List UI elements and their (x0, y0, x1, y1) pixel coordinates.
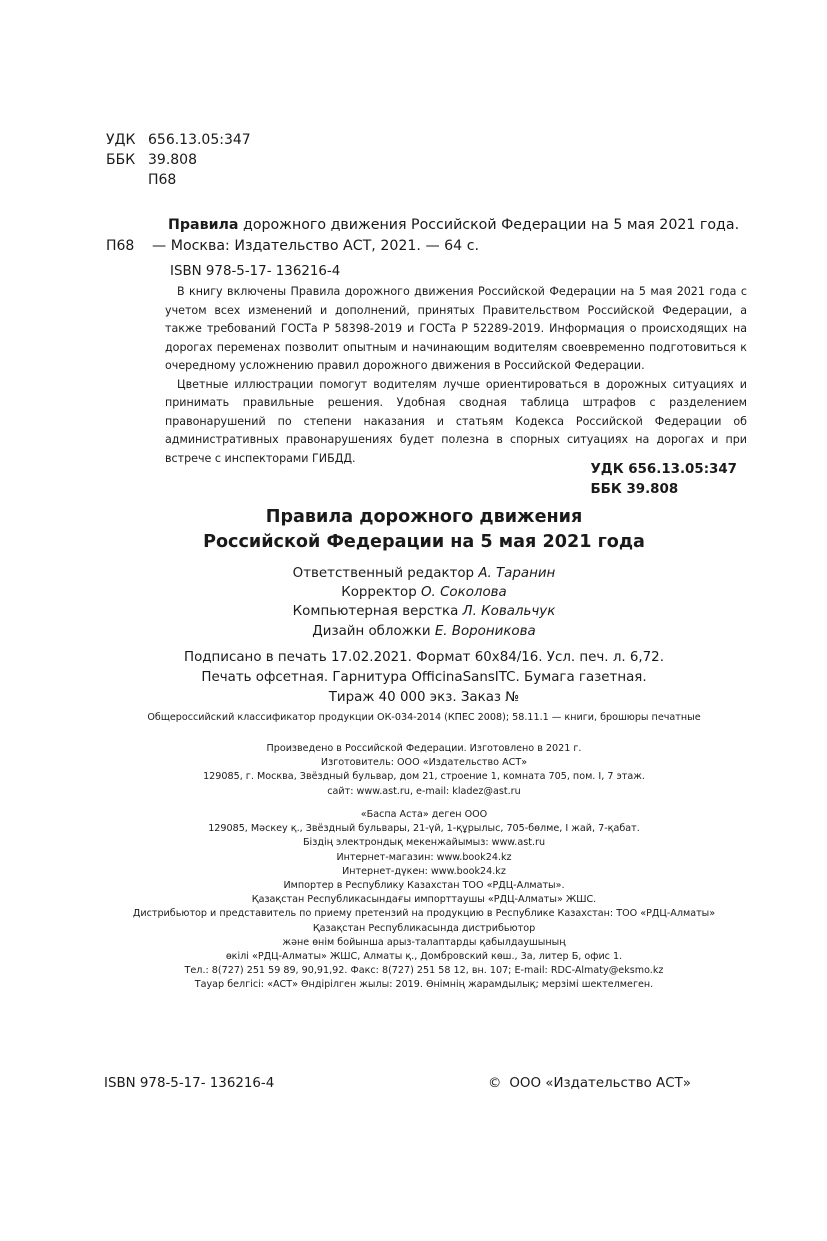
credit-name: Л. Ковальчук (462, 604, 556, 620)
producer-line: Произведено в Российской Федерации. Изготовлено в 2021 г. (266, 743, 582, 754)
isbn-top: ISBN 978-5-17- 136216-4 (170, 264, 341, 279)
producer-line: сайт: www.ast.ru, e-mail: kladez@ast.ru (327, 785, 521, 797)
kz-line: 129085, Мәскеу қ., Звёздный бульвары, 21-үй, 1-құрылыс, 705-бөлме, I жай, 7-қабат. (208, 823, 640, 835)
kz-line: Қазақстан Республикасында дистрибьютор (312, 922, 536, 934)
author-mark: П68 (148, 172, 177, 188)
abstract (165, 283, 747, 468)
classification-codes (106, 130, 251, 190)
copyright-symbol: © (488, 1076, 502, 1091)
kz-line: Біздің электрондық мекенжайымыз: www.ast.ru (302, 837, 546, 849)
udk-row (106, 130, 251, 150)
codes-right (590, 460, 737, 500)
kz-line: Тауар белгісі: «АСТ» Өндірілген жылы: 2019. Өнімнің жарамдылық; мерзімі шектелмеген. (194, 979, 654, 991)
producer-line: Изготовитель: ООО «Издательство АСТ» (320, 757, 528, 769)
credit-name: А. Таранин (478, 566, 556, 581)
kz-line: «Баспа Аста» деген ООО (360, 809, 488, 820)
book-title-line: Правила дорожного движения (265, 507, 583, 527)
print-info-line: Тираж 40 000 экз. Заказ № (328, 690, 520, 705)
credit-line (0, 583, 827, 602)
producer-line: 129085, г. Москва, Звёздный бульвар, дом 21, строение 1, комната 705, пом. I, 7 этаж. (203, 771, 645, 783)
credits (0, 564, 827, 641)
udk-right: УДК 656.13.05:347 (590, 462, 737, 477)
bibliographic-record (152, 215, 747, 257)
producer-info (0, 742, 827, 799)
kz-line: Тел.: 8(727) 251 59 89, 90,91,92. Факс: 8(727) 251 58 12, вн. 107; E-mail: RDC-Almaty@eksmo.kz (184, 965, 664, 977)
kazakhstan-info (0, 808, 827, 993)
biblio-side-mark: П68 (106, 238, 135, 254)
biblio-title-bold: Правила (168, 217, 239, 233)
footer-copyright (488, 1075, 691, 1093)
bbk-value: 39.808 (148, 152, 197, 168)
credit-role: Ответственный редактор (292, 566, 479, 581)
footer-isbn: ISBN 978-5-17- 136216-4 (104, 1076, 275, 1091)
kz-line: өкілі «РДЦ-Алматы» ЖШС, Алматы қ., Домбровский көш., 3а, литер Б, офис 1. (225, 951, 623, 963)
udk-value: 656.13.05:347 (148, 132, 251, 148)
credit-line (0, 602, 827, 621)
print-info (0, 648, 827, 708)
udk-label: УДК (106, 132, 136, 148)
copyright-holder: ООО «Издательство АСТ» (509, 1076, 691, 1091)
kz-line: Дистрибьютор и представитель по приему претензий на продукцию в Республике Казахстан: ТОО «РДЦ-Алматы» (132, 908, 716, 920)
kz-line: Қазақстан Республикасындағы импорттаушы «РДЦ-Алматы» ЖШС. (251, 894, 597, 906)
print-info-line: Печать офсетная. Гарнитура OfficinaSansITC. Бумага газетная. (201, 670, 647, 685)
book-title (0, 505, 827, 555)
kz-line: Импортер в Республику Казахстан ТОО «РДЦ-Алматы». (283, 880, 565, 892)
kz-line: және өнім бойынша арыз-талаптарды қабылдаушының (282, 936, 566, 948)
credit-name: Е. Вороникова (434, 623, 536, 639)
abstract-paragraph: Цветные иллюстрации помогут водителям лучше ориентироваться в дорожных ситуациях и принимать правильные решения. Удобная сводная таблица штрафов с разделением правонарушений по степени наказания и статьям Кодекса Российской Федерации об административных правонарушениях будет полезна в спорных ситуациях на дорогах и при встрече с инспекторами ГИБДД. (165, 377, 747, 465)
bbk-row (106, 150, 251, 170)
credit-role: Корректор (341, 585, 422, 601)
kz-line: Интернет-магазин: www.book24.kz (336, 851, 512, 863)
bbk-label: ББК (106, 152, 136, 168)
abstract-paragraph: В книгу включены Правила дорожного движения Российской Федерации на 5 мая 2021 года с учетом всех изменений и дополнений, принятых Правительством Российской Федерации, а также требований ГОСТа Р 58398-2019 и ГОСТа Р 52289-2019. Информация о происходящих на дорогах переменах позволит опытным и начинающим водителям своевременно подготовиться к очередному усложнению правил дорожного движения в Российской Федерации. (165, 285, 747, 372)
credit-name: О. Соколова (421, 585, 507, 601)
print-info-line: Подписано в печать 17.02.2021. Формат 60x84/16. Усл. печ. л. 6,72. (184, 650, 664, 665)
credit-line (0, 622, 827, 641)
bbk-right: ББК 39.808 (590, 482, 679, 497)
credit-role: Дизайн обложки (312, 623, 435, 639)
credit-line (0, 564, 827, 583)
product-classifier: Общероссийский классификатор продукции ОК-034-2014 (КПЕС 2008); 58.11.1 — книги, брошюры печатные (147, 712, 701, 723)
credit-role: Компьютерная верстка (292, 604, 463, 620)
kz-line: Интернет-дүкен: www.book24.kz (342, 865, 506, 877)
biblio-title-rest: дорожного движения Российской Федерации на 5 мая 2021 года. — Москва: Издательство АСТ, 2021. — 64 с. (152, 217, 740, 254)
author-mark-row (106, 170, 251, 190)
book-title-line: Российской Федерации на 5 мая 2021 года (203, 532, 645, 552)
